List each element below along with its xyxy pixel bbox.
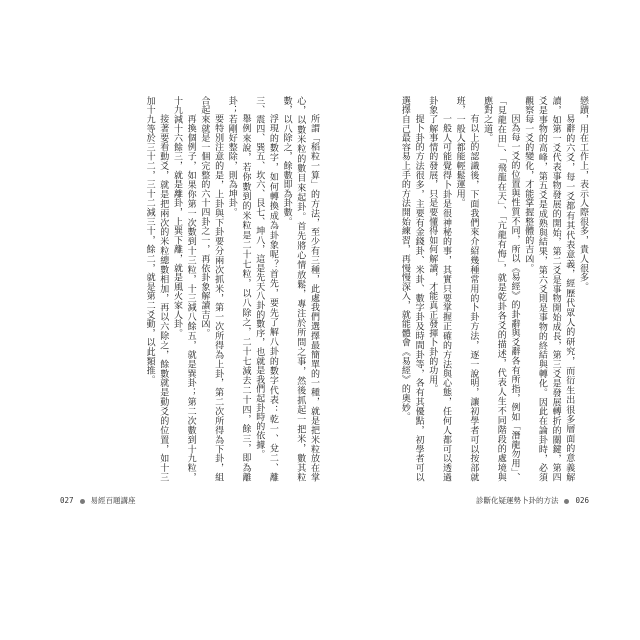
paragraph: 有以上的認識後，下面我們來介紹幾種常用的卜卦方法，逐一說明，讓初學者可以按部就班，一般人都能輕鬆運用。 (454, 96, 479, 482)
right-page-text (327, 96, 589, 482)
chapter-title: 診斷化疑運勢卜卦的方法 (475, 496, 559, 505)
right-page (327, 96, 589, 516)
paragraph: 易辭的六爻，每一爻都有其代表意義，經歷代眾人的研究，而衍生出很多層面的意義解讀，如第一爻代表事物發展的開始，第二爻是事物開始成長，第三爻是發展轉折的關鍵，第四爻是事物的高峰，第五爻是成熟與結果，第六爻則是事物的終結與轉化。因此在論卦時，必須觀察每一爻的變化，才能掌握整體的吉凶。 (523, 96, 575, 482)
page-number: 027 (60, 496, 74, 505)
paragraph: 接著要看動爻，就是把兩次的米粒總數相加，再以六除之，餘數就是動爻的位置，如十三加十九等於三十二，三十二減三十，餘二，就是第二爻動，以此類推。 (144, 96, 169, 482)
left-page-text (60, 96, 320, 482)
book-title: 易經百題講座 (90, 496, 136, 505)
paragraph: 一般人可能覺得卜卦是很神秘的事，其實只要掌握正確的方法與心態，任何人都可以透過卦象了解事情的發展，只是要懂得如何解讀，才能真正發揮卜卦的功用。 (427, 96, 451, 482)
paragraph: 再換個例子，如果你第一次數到十三粒，十三減八餘五，就是巽卦；第二次數到十九粒，十九減十六餘三，就是離卦，上巽下離，就是風火家人卦。 (171, 96, 196, 482)
left-page (60, 96, 320, 516)
paragraph: 提卜卦的方法很多，主要有金錢卦、米卦、數字卦及時間卦等，各有其優點，初學者可以選擇自己最容易上手的方法開始練習，再慢慢深入，就能體會《易經》的奧妙。 (399, 96, 424, 482)
paragraph: 所謂「稻粒一算」的方法，至少有三種，此處我們選擇最簡單的一種，就是把米粒放在掌心，以數米粒的數目來起卦。首先將心情放鬆，專注於所問之事，然後抓起一把米，數其粒數，以八除之，餘數即為卦數。 (281, 96, 319, 482)
paragraph: 因為每一爻的位置與性質不同，所以《易經》的卦辭與爻辭各有所指，例如「潛龍勿用」、「見龍在田」、「飛龍在天」、「亢龍有悔」，就是乾卦各爻的描述，代表人生不同階段的處境與應對之道。 (482, 96, 520, 482)
paragraph: 要特別注意的是，上卦與下卦要分兩次抓米，第一次所得為上卦，第二次所得為下卦，組合起來就是一個完整的六十四卦之一，再依卦象解讀吉凶。 (199, 96, 224, 482)
right-page-footer (327, 494, 589, 508)
bullet-dot-icon (80, 499, 85, 504)
page-number: 026 (575, 496, 589, 505)
left-page-footer (60, 494, 320, 508)
bullet-dot-icon (564, 499, 569, 504)
paragraph: 浮現的數字，如何轉換成為卦象呢？首先，要先了解八卦的數字代表：乾一、兌二、離三、震四、巽五、坎六、艮七、坤八，這是先天八卦的數序，也就是我們起卦時的依據。 (254, 96, 278, 482)
paragraph: 舉例來說，若你數到的米粒是二十七粒，以八除之，二十七減去二十四，餘三，即為離卦；若剛好整除，則為坤卦。 (226, 96, 251, 482)
paragraph: 戀蹟，用在工作上，表示人際很多，貴人很多。 (578, 96, 588, 292)
